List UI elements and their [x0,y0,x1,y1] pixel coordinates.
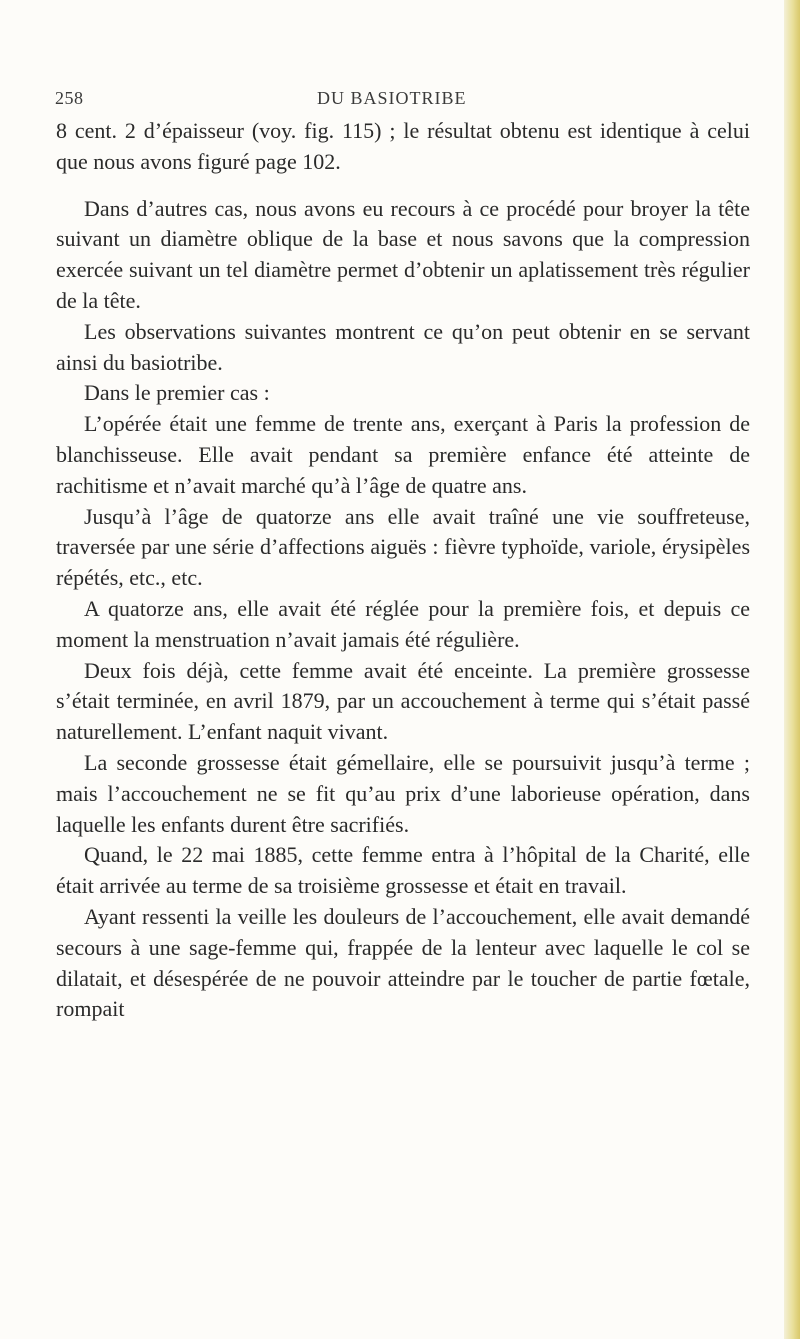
body-text [56,116,750,1025]
running-head: DU BASIOTRIBE [317,88,467,108]
paragraph: Dans le premier cas : [84,380,270,406]
page-edge [784,0,800,1339]
paragraph: L’opérée était une femme de trente ans, exerçant à Paris la profession de blanchisseuse. Elle avait pendant sa première enfance été atteinte de rachitisme et n’avait marché qu’à l’âge de quatre ans. [56,411,750,498]
page-header [55,88,755,112]
paragraph: Jusqu’à l’âge de quatorze ans elle avait traîné une vie souffreteuse, traversée par une série d’affections aiguës : fièvre typhoïde, variole, érysipèles répétés, etc., etc. [56,503,750,591]
page-number: 258 [55,88,84,108]
paragraph: La seconde grossesse était gémellaire, elle se poursuivit jusqu’à terme ; mais l’accouchement ne se fit qu’au prix d’une laborieuse opération, dans laquelle les enfants durent être sacrifiés. [56,749,750,837]
paragraph: Deux fois déjà, cette femme avait été enceinte. La première grossesse s’était terminée, en avril 1879, par un accouchement à terme qui s’était passé naturellement. L’enfant naquit vivant. [56,657,750,745]
paragraph: Dans d’autres cas, nous avons eu recours à ce procédé pour broyer la tête suivant un diamètre oblique de la base et nous savons que la compression exercée suivant un tel diamètre permet d’obtenir un aplatissement très régulier de la tête. [56,195,750,313]
paragraph: Ayant ressenti la veille les douleurs de l’accouchement, elle avait demandé secours à une sage-femme qui, frappée de la lenteur avec laquelle le col se dilatait, et désespérée de ne pouvoir atteindre par le toucher de partie fœtale, rompait [56,903,750,1022]
paragraph: 8 cent. 2 d’épaisseur (voy. fig. 115) ; le résultat obtenu est identique à celui que nous avons figuré page 102. [56,118,750,174]
paragraph: A quatorze ans, elle avait été réglée pour la première fois, et depuis ce moment la menstruation n’avait jamais été régulière. [56,595,750,652]
paragraph: Quand, le 22 mai 1885, cette femme entra à l’hôpital de la Charité, elle était arrivée au terme de sa troisième grossesse et était en travail. [56,842,750,899]
paragraph: Les observations suivantes montrent ce qu’on peut obtenir en se servant ainsi du basiotribe. [56,318,750,375]
